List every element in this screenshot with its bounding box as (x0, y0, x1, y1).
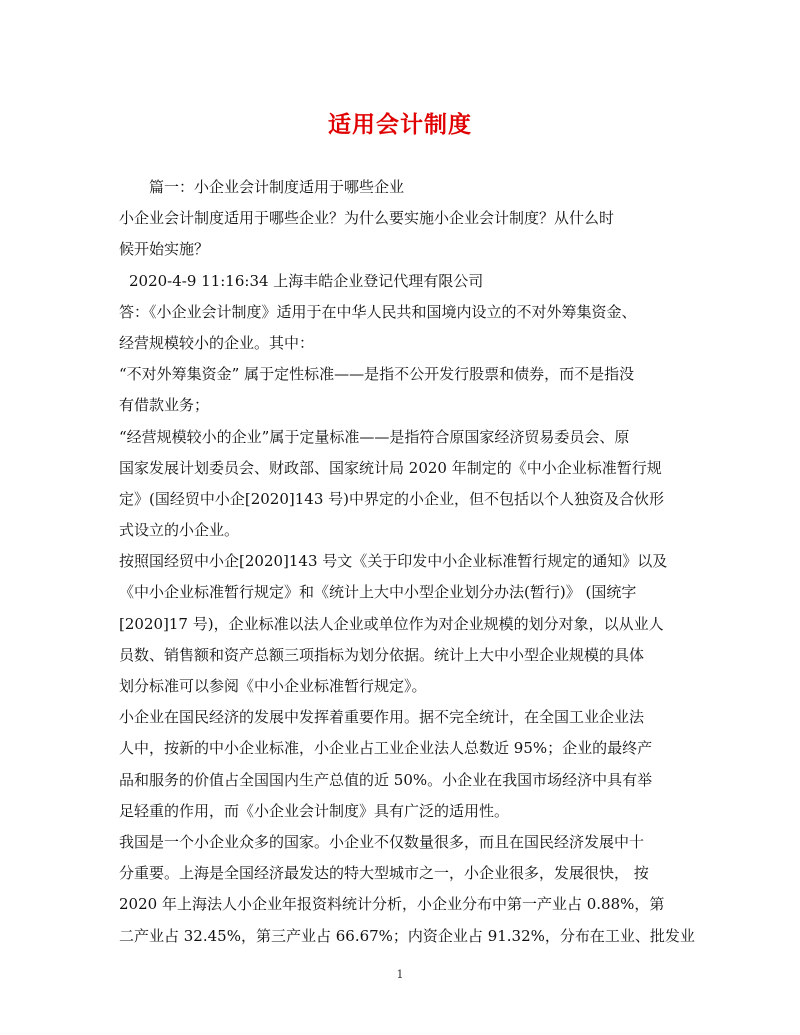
text-line: 员数、销售额和资产总额三项指标为划分依据。统计上大中小型企业规模的具体 (119, 645, 645, 664)
text-line: “经营规模较小的企业”属于定量标准——是指符合原国家经济贸易委员会、原 (119, 427, 630, 446)
section-heading: 篇一：小企业会计制度适用于哪些企业 (149, 178, 405, 196)
text-line: 经营规模较小的企业。其中： (119, 333, 315, 352)
text-line: 我国是一个小企业众多的国家。小企业不仅数量很多，而且在国民经济发展中十 (119, 832, 645, 851)
text-line: 足轻重的作用，而《小企业会计制度》具有广泛的适用性。 (119, 801, 510, 820)
text-line: [2020]17 号)，企业标准以法人企业或单位作为对企业规模的划分对象，以从业人 (119, 614, 664, 633)
text-line: 人中，按新的中小企业标准，小企业占工业企业法人总数近 95%；企业的最终产 (119, 739, 653, 758)
text-line: 式设立的小企业。 (119, 521, 240, 540)
text-line: 分重要。上海是全国经济最发达的特大型城市之一，小企业很多，发展很快， 按 (119, 864, 649, 883)
text-line: 答：《小企业会计制度》适用于在中华人民共和国境内设立的不对外筹集资金、 (119, 302, 637, 321)
text-line: 有借款业务； (119, 396, 210, 415)
text-line: 划分标准可以参阅《中小企业标准暂行规定》。 (119, 677, 427, 695)
text-line: 小企业会计制度适用于哪些企业？为什么要实施小企业会计制度？从什么时 (119, 209, 615, 228)
text-line: 按照国经贸中小企[2020]143 号文《关于印发中小企业标准暂行规定的通知》以及 (119, 552, 668, 571)
text-line: 《中小企业标准暂行规定》和《统计上大中小型企业划分办法(暂行)》 (国统字 (119, 583, 637, 602)
page-number: 1 (396, 968, 404, 981)
text-line: 二产业占 32.45%，第三产业占 66.67%；内资企业占 91.32%，分布在工业、批发业 (119, 926, 695, 945)
text-line: “不对外筹集资金” 属于定性标准——是指不公开发行股票和债券，而不是指没 (119, 365, 635, 384)
text-line: 2020 年上海法人小企业年报资料统计分析，小企业分布中第一产业占 0.88%，第 (119, 895, 665, 914)
text-line: 国家发展计划委员会、财政部、国家统计局 2020 年制定的《中小企业标准暂行规 (119, 458, 662, 477)
document-body (119, 172, 695, 952)
date-source-line: 2020-4-9 11:16:34 上海丰皓企业登记代理有限公司 (129, 271, 484, 290)
document-title: 适用会计制度 (328, 111, 472, 138)
text-line: 品和服务的价值占全国国内生产总值的近 50%。小企业在我国市场经济中具有举 (119, 770, 653, 789)
text-line: 小企业在国民经济的发展中发挥着重要作用。据不完全统计，在全国工业企业法 (119, 708, 645, 727)
text-line: 候开始实施？ (119, 240, 210, 259)
text-line: 定》(国经贸中小企[2020]143 号)中界定的小企业，但不包括以个人独资及合伙形 (119, 489, 664, 508)
